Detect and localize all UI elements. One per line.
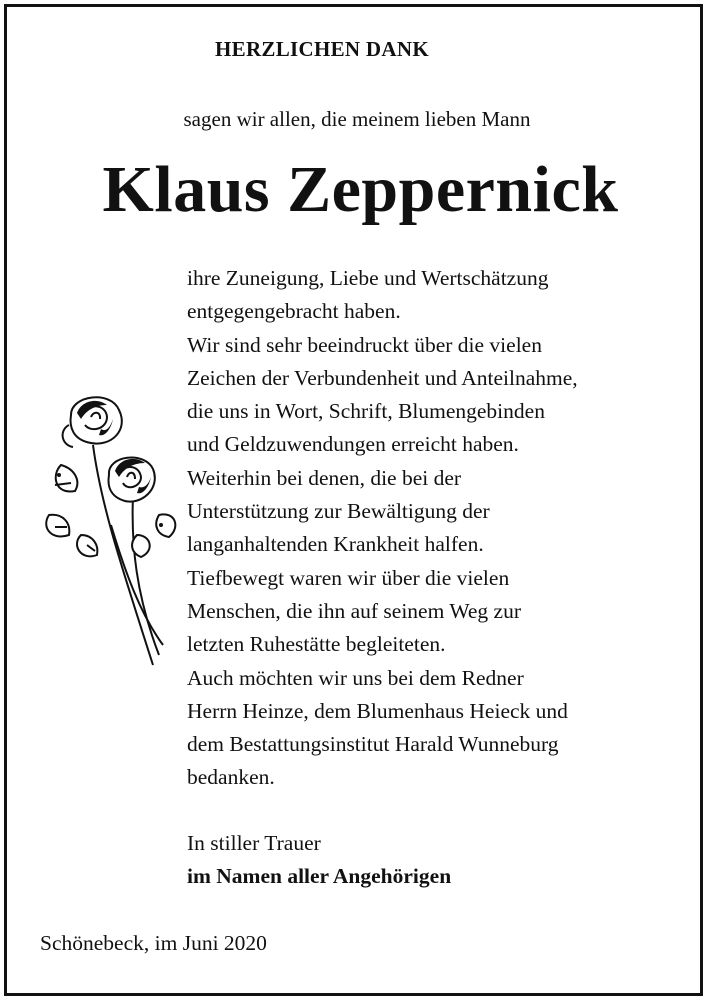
body-line: Weiterhin bei denen, die bei der [187,465,462,490]
body-line: Zeichen der Verbundenheit und Anteilnahme, [187,365,578,390]
closing-line: In stiller Trauer [187,831,321,855]
body-line: Unterstützung zur Bewältigung der [187,499,490,524]
body-line: und Geldzuwendungen erreicht haben. [187,432,519,457]
body-text [187,262,687,795]
body-line: ihre Zuneigung, Liebe und Wertschätzung [187,266,549,290]
intro-text: sagen wir allen, die meinem lieben Mann [183,107,531,131]
closing-block [187,827,687,893]
body-line: bedanken. [187,765,275,790]
body-line: entgegengebracht haben. [187,299,401,324]
body-line: langanhaltenden Krankheit halfen. [187,532,484,557]
roses-icon [41,385,181,670]
closing-signature: im Namen aller Angehörigen [187,864,452,888]
body-line: Tiefbewegt waren wir über die vielen [187,565,510,590]
body-line: dem Bestattungsinstitut Harald Wunneburg [187,732,559,757]
body-line: letzten Ruhestätte begleiteten. [187,632,446,657]
deceased-name: Klaus Zeppernick [102,153,619,226]
body-line: die uns in Wort, Schrift, Blumengebinden [187,399,545,424]
body-line: Menschen, die ihn auf seinem Weg zur [187,598,522,623]
body-line: Wir sind sehr beeindruckt über die vielen [187,332,542,357]
body-line: Auch möchten wir uns bei dem Redner [187,665,524,690]
place-date: Schönebeck, im Juni 2020 [40,931,267,955]
body-line: Herrn Heinze, dem Blumenhaus Heieck und [187,698,568,723]
obituary-notice [4,4,703,996]
heading: HERZLICHEN DANK [215,37,429,61]
